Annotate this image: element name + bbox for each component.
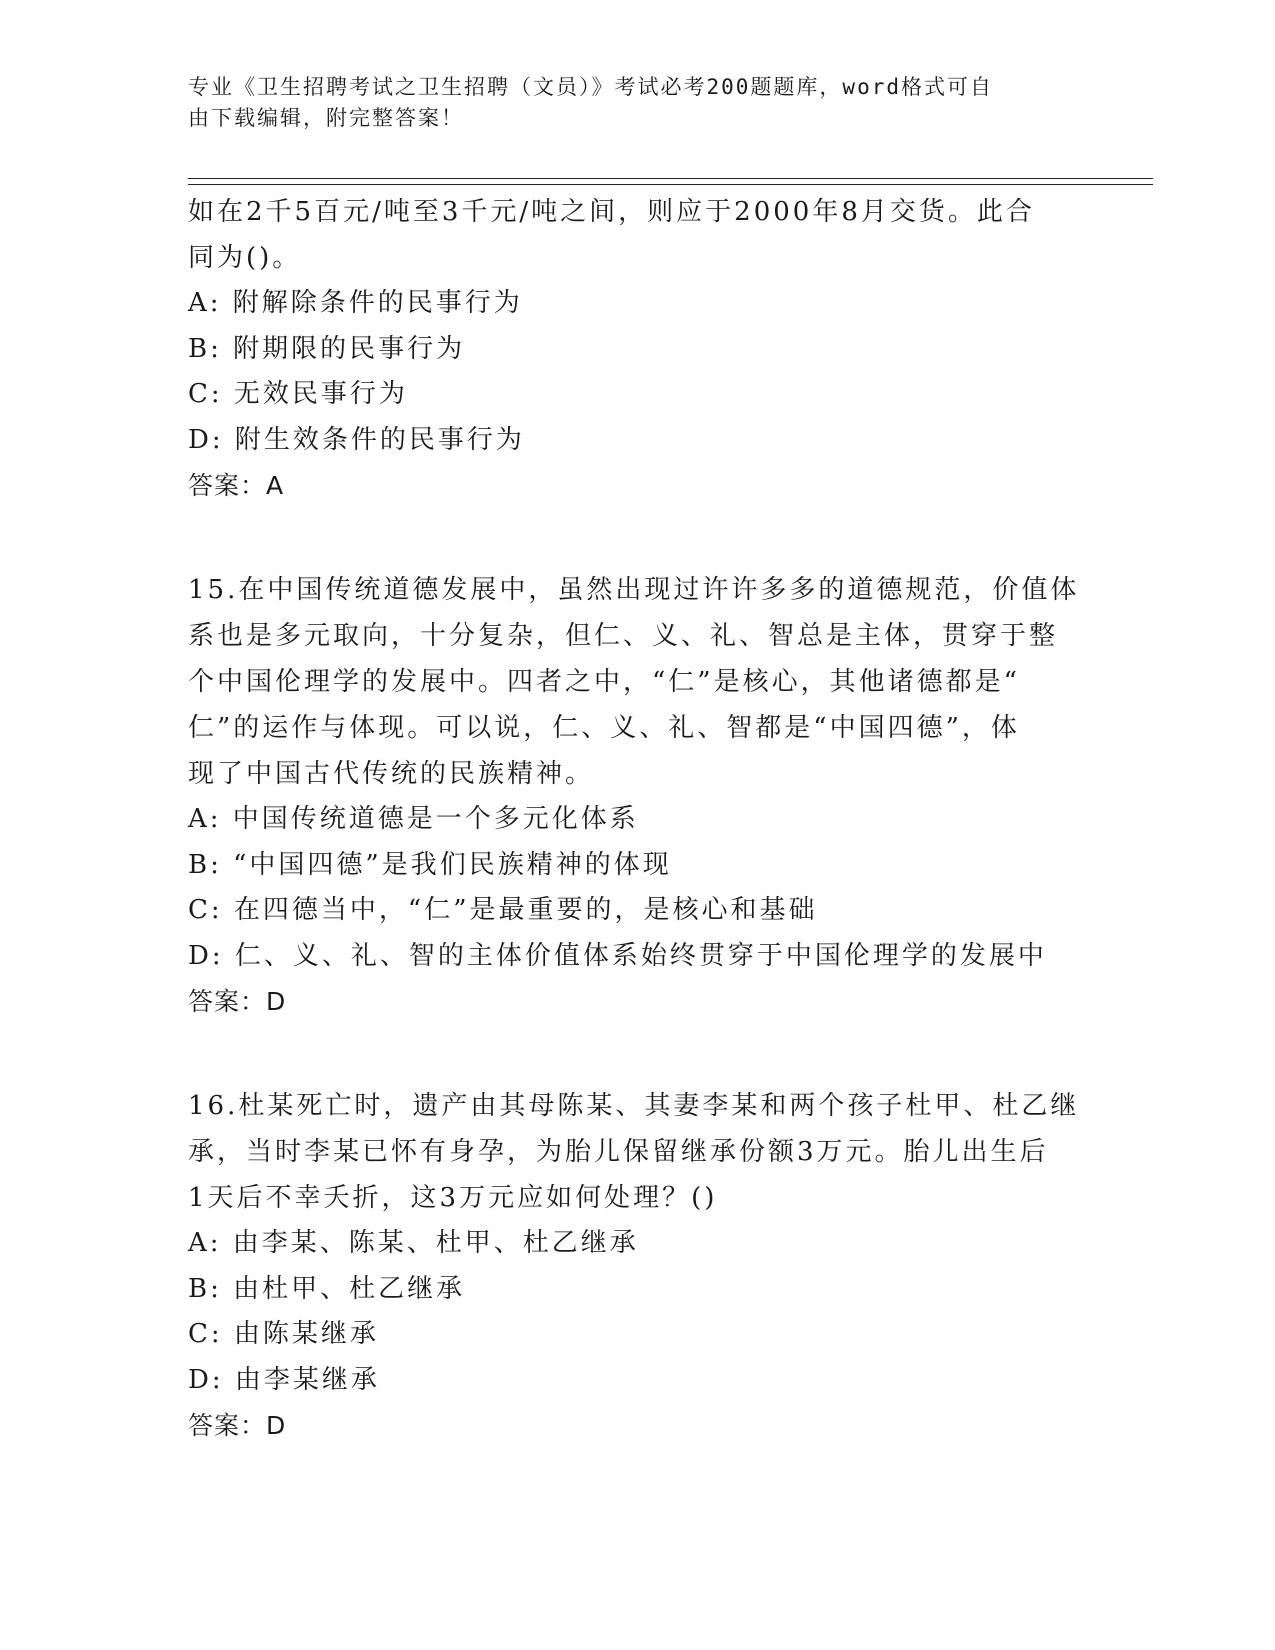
option-d: D: 由李某继承 — [188, 1364, 380, 1395]
header-line-2: 由下载编辑，附完整答案！ — [188, 106, 464, 130]
stem-line: 如在2千5百元/吨至3千元/吨之间，则应于2000年8月交货。此合 — [188, 197, 1035, 227]
stem-line: 同为()。 — [188, 243, 302, 273]
question-16 — [188, 1083, 1088, 1449]
stem-line: 15.在中国传统道德发展中，虽然出现过许许多多的道德规范，价值体 — [188, 575, 1080, 605]
answer-label: 答案：D — [188, 1411, 287, 1440]
option-a: A: 中国传统道德是一个多元化体系 — [188, 804, 639, 834]
question-14-stem — [188, 189, 1088, 281]
stem-line: 1天后不幸夭折，这3万元应如何处理？() — [188, 1183, 718, 1213]
question-15-stem — [188, 567, 1088, 797]
option-c: C: 由陈某继承 — [188, 1319, 379, 1349]
stem-line: 系也是多元取向，十分复杂，但仁、义、礼、智总是主体，贯穿于整 — [188, 621, 1059, 651]
header-line-1: 专业《卫生招聘考试之卫生招聘（文员）》考试必考200题题库，word格式可自 — [188, 75, 993, 99]
question-14 — [188, 189, 1088, 509]
option-b: B: 附期限的民事行为 — [188, 333, 466, 364]
stem-line: 16.杜某死亡时，遗产由其母陈某、其妻李某和两个孩子杜甲、杜乙继 — [188, 1091, 1080, 1121]
stem-line: 承，当时李某已怀有身孕，为胎儿保留继承份额3万元。胎儿出生后 — [188, 1137, 1049, 1167]
header-divider-bottom — [188, 184, 1153, 185]
stem-line: 仁”的运作与体现。可以说，仁、义、礼、智都是“中国四德”，体 — [188, 713, 1020, 743]
stem-line: 个中国伦理学的发展中。四者之中，“仁”是核心，其他诸德都是“ — [188, 667, 1020, 697]
option-d: D: 仁、义、礼、智的主体价值体系始终贯穿于中国伦理学的发展中 — [188, 940, 1047, 971]
answer-label: 答案：D — [188, 987, 287, 1016]
question-15 — [188, 567, 1088, 1025]
spacer — [188, 1025, 1088, 1083]
answer-label: 答案：A — [188, 471, 285, 500]
option-b: B: “中国四德”是我们民族精神的体现 — [188, 849, 672, 880]
option-d: D: 附生效条件的民事行为 — [188, 424, 525, 455]
document-header — [188, 72, 1068, 134]
header-divider-top — [188, 178, 1153, 179]
question-16-stem — [188, 1083, 1088, 1221]
option-c: C: 在四德当中，“仁”是最重要的，是核心和基础 — [188, 895, 818, 925]
option-c: C: 无效民事行为 — [188, 379, 408, 409]
option-b: B: 由杜甲、杜乙继承 — [188, 1273, 466, 1304]
option-a: A: 附解除条件的民事行为 — [188, 288, 523, 318]
option-a: A: 由李某、陈某、杜甲、杜乙继承 — [188, 1228, 639, 1258]
questions-body — [188, 189, 1088, 1449]
stem-line: 现了中国古代传统的民族精神。 — [188, 759, 595, 789]
spacer — [188, 509, 1088, 567]
